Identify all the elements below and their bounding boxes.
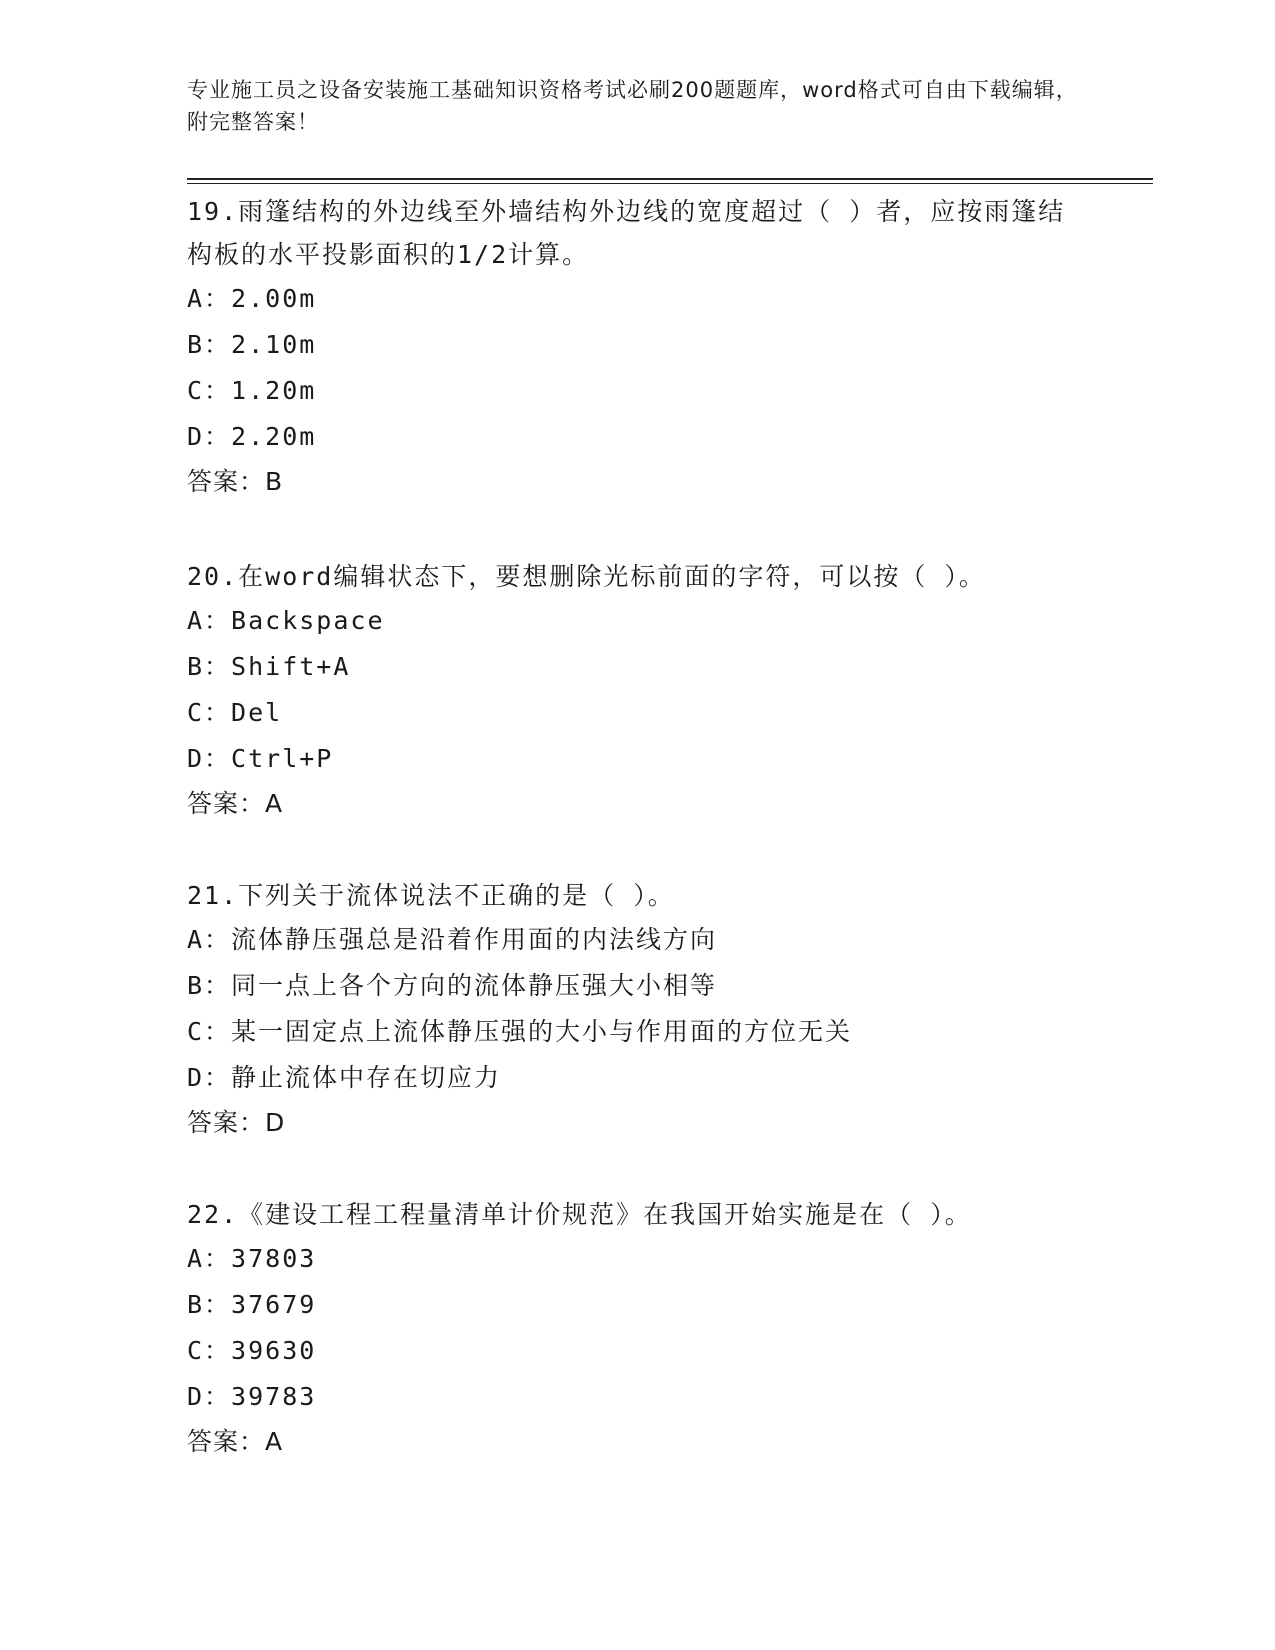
question-stem: 19.雨篷结构的外边线至外墙结构外边线的宽度超过（ ）者，应按雨篷结构板的水平投影面积的1/2计算。	[187, 197, 1066, 269]
option-d: D：静止流体中存在切应力	[187, 1063, 502, 1092]
question-22	[187, 1193, 1087, 1464]
answer-line: 答案：B	[187, 467, 284, 496]
option-b: B：37679	[187, 1290, 317, 1319]
option-b: B：Shift+A	[187, 652, 351, 681]
question-20	[187, 555, 1087, 826]
option-b: B：2.10m	[187, 330, 317, 359]
option-c: C：Del	[187, 698, 283, 727]
answer-line: 答案：A	[187, 789, 284, 818]
option-a: A：2.00m	[187, 284, 317, 313]
option-c: C：39630	[187, 1336, 317, 1365]
question-stem: 21.下列关于流体说法不正确的是（ ）。	[187, 881, 675, 910]
option-a: A：Backspace	[187, 606, 385, 635]
answer-line: 答案：D	[187, 1108, 286, 1137]
option-d: D：Ctrl+P	[187, 744, 334, 773]
document-header: 专业施工员之设备安装施工基础知识资格考试必刷200题题库，word格式可自由下载编辑，附完整答案！	[187, 78, 1078, 134]
option-a: A：流体静压强总是沿着作用面的内法线方向	[187, 925, 718, 954]
option-d: D：39783	[187, 1382, 317, 1411]
option-d: D：2.20m	[187, 422, 317, 451]
header-divider-thin	[187, 183, 1153, 184]
question-21	[187, 874, 1087, 1145]
option-a: A：37803	[187, 1244, 317, 1273]
question-stem: 22.《建设工程工程量清单计价规范》在我国开始实施是在（ ）。	[187, 1200, 972, 1229]
answer-line: 答案：A	[187, 1427, 284, 1456]
question-19	[187, 190, 1087, 504]
option-c: C：1.20m	[187, 376, 317, 405]
question-stem: 20.在word编辑状态下，要想删除光标前面的字符，可以按（ ）。	[187, 562, 986, 591]
option-b: B：同一点上各个方向的流体静压强大小相等	[187, 971, 718, 1000]
option-c: C：某一固定点上流体静压强的大小与作用面的方位无关	[187, 1017, 853, 1046]
header-divider-thick	[187, 178, 1153, 180]
